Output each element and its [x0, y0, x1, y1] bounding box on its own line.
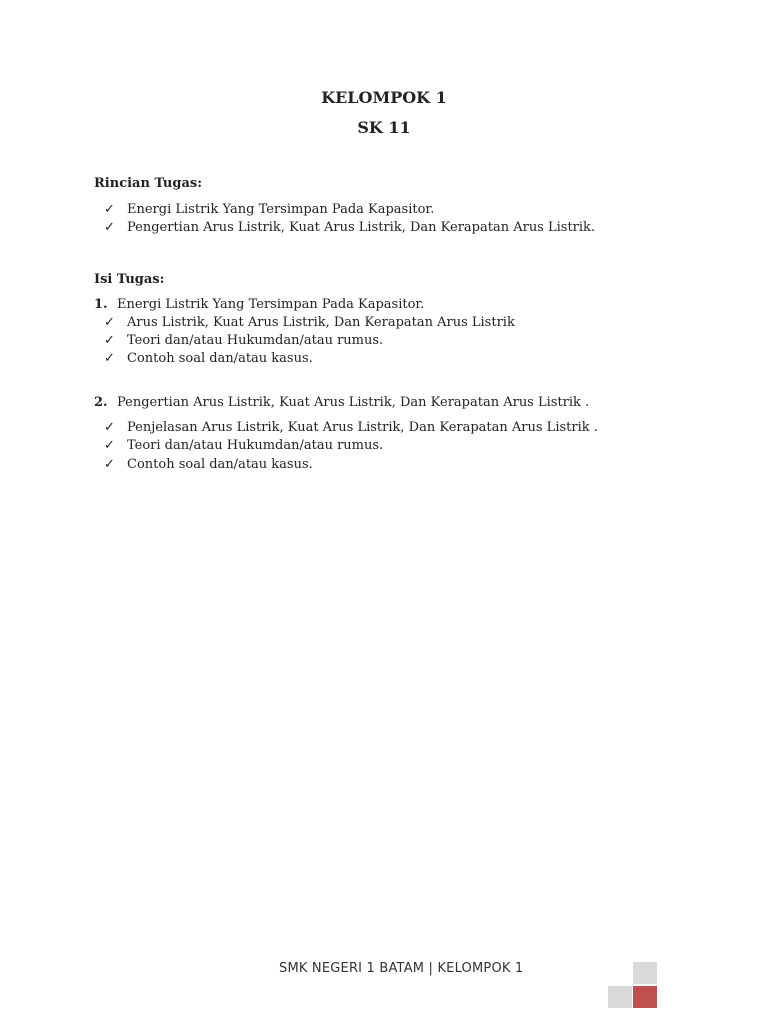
section-number: 1. — [94, 297, 108, 312]
checkmark-icon: ✓ — [104, 420, 115, 435]
footer-decoration-square — [608, 986, 632, 1008]
section-2-item-1: Penjelasan Arus Listrik, Kuat Arus Listrik, Dan Kerapatan Arus Listrik . — [127, 420, 598, 435]
footer-decoration-square — [633, 962, 657, 984]
section-2-item-2: Teori dan/atau Hukumdan/atau rumus. — [127, 438, 384, 453]
checkmark-icon: ✓ — [104, 457, 115, 472]
isi-heading: Isi Tugas: — [94, 272, 165, 287]
checkmark-icon: ✓ — [104, 315, 115, 330]
rincian-item-2: Pengertian Arus Listrik, Kuat Arus Listrik, Dan Kerapatan Arus Listrik. — [127, 220, 596, 235]
document-subtitle: SK 11 — [357, 118, 411, 137]
rincian-heading: Rincian Tugas: — [94, 176, 203, 191]
section-1-item-1: Arus Listrik, Kuat Arus Listrik, Dan Kerapatan Arus Listrik — [127, 315, 515, 330]
section-title: Energi Listrik Yang Tersimpan Pada Kapasitor. — [117, 297, 425, 312]
footer-decoration-square-accent — [633, 986, 657, 1008]
section-number: 2. — [94, 395, 108, 410]
checkmark-icon: ✓ — [104, 333, 115, 348]
page-footer: SMK NEGERI 1 BATAM | KELOMPOK 1 — [279, 961, 524, 976]
checkmark-icon: ✓ — [104, 351, 115, 366]
checkmark-icon: ✓ — [104, 202, 115, 217]
section-title: Pengertian Arus Listrik, Kuat Arus Listrik, Dan Kerapatan Arus Listrik . — [117, 395, 590, 410]
section-1-item-3: Contoh soal dan/atau kasus. — [127, 351, 313, 366]
checkmark-icon: ✓ — [104, 220, 115, 235]
rincian-item-1: Energi Listrik Yang Tersimpan Pada Kapasitor. — [127, 202, 435, 217]
section-1-item-2: Teori dan/atau Hukumdan/atau rumus. — [127, 333, 384, 348]
document-title: KELOMPOK 1 — [321, 88, 447, 107]
section-2-item-3: Contoh soal dan/atau kasus. — [127, 457, 313, 472]
checkmark-icon: ✓ — [104, 438, 115, 453]
